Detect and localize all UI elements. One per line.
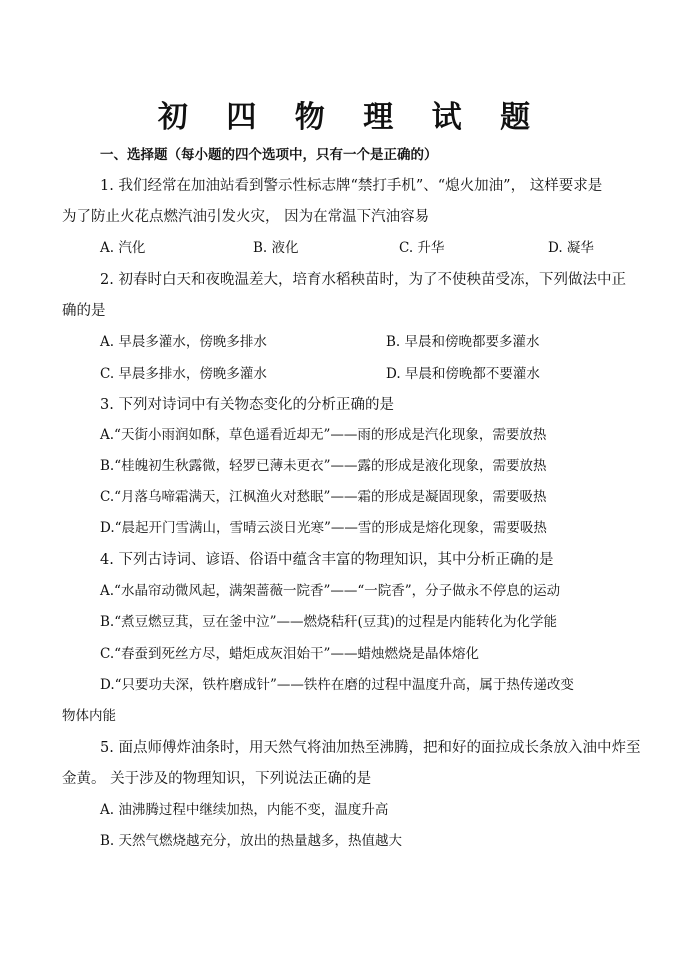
question-4-line-1: 4. 下列古诗词、谚语、俗语中蕴含丰富的物理知识，其中分析正确的是 <box>100 552 554 568</box>
question-5-line-2: 金黄。 关于涉及的物理知识，下列说法正确的是 <box>62 771 372 787</box>
question-3-option-c: C.“月落乌啼霜满天，江枫渔火对愁眠”——霜的形成是凝固现象，需要吸热 <box>100 489 547 505</box>
question-5-line-1: 5. 面点师傅炸油条时，用天然气将油加热至沸腾，把和好的面拉成长条放入油中炸至 <box>100 740 641 756</box>
question-3-option-b: B.“桂魄初生秋露微，轻罗已薄未更衣”——露的形成是液化现象，需要放热 <box>100 458 547 474</box>
question-4-option-b: B.“煮豆燃豆萁，豆在釜中泣”——燃烧秸秆(豆萁)的过程是内能转化为化学能 <box>100 614 558 630</box>
title-char: 试 <box>431 100 462 135</box>
question-5-option-b: B. 天然气燃烧越充分，放出的热量越多，热值越大 <box>100 833 403 849</box>
question-2-option-a: A. 早晨多灌水，傍晚多排水 <box>100 334 267 350</box>
question-4-option-a: A.“水晶帘动微风起，满架蔷薇一院香”——“一院香”，分子做永不停息的运动 <box>100 583 561 599</box>
question-4-option-c: C.“春蚕到死丝方尽，蜡炬成灰泪始干”——蜡烛燃烧是晶体熔化 <box>100 646 479 662</box>
question-1-line-1: 1. 我们经常在加油站看到警示性标志牌“禁打手机”、“熄火加油”， 这样要求是 <box>100 178 603 194</box>
question-1-option-a: A. 汽化 <box>100 240 146 256</box>
question-3-option-a: A.“天街小雨润如酥，草色遥看近却无”——雨的形成是汽化现象，需要放热 <box>100 427 547 443</box>
section-heading: 一、选择题（每小题的四个选项中，只有一个是正确的） <box>100 147 438 163</box>
question-4-option-d: D.“只要功夫深，铁杵磨成针”——铁杵在磨的过程中温度升高，属于热传递改变 <box>100 677 574 693</box>
question-2-option-d: D. 早晨和傍晚都不要灌水 <box>386 366 540 382</box>
title-char: 四 <box>226 100 257 135</box>
question-2-option-b: B. 早晨和傍晚都要多灌水 <box>386 334 540 350</box>
question-3-line-1: 3. 下列对诗词中有关物态变化的分析正确的是 <box>100 397 394 413</box>
question-5-option-a: A. 油沸腾过程中继续加热，内能不变，温度升高 <box>100 802 389 818</box>
title-char: 理 <box>363 100 394 135</box>
question-1-option-d: D. 凝华 <box>548 240 594 256</box>
title-char: 初 <box>157 100 188 135</box>
question-2-option-c: C. 早晨多排水，傍晚多灌水 <box>100 366 267 382</box>
question-2-line-2: 确的是 <box>62 303 106 319</box>
page-title <box>0 96 688 140</box>
question-2-line-1: 2. 初春时白天和夜晚温差大，培育水稻秧苗时，为了不使秧苗受冻，下列做法中正 <box>100 272 626 288</box>
title-char: 物 <box>294 100 325 135</box>
question-1-option-b: B. 液化 <box>253 240 299 256</box>
question-1-option-c: C. 升华 <box>399 240 445 256</box>
title-char: 题 <box>500 100 531 135</box>
question-4-option-d-continued: 物体内能 <box>62 708 116 724</box>
question-1-line-2: 为了防止火花点燃汽油引发火灾， 因为在常温下汽油容易 <box>62 209 430 225</box>
question-3-option-d: D.“晨起开门雪满山，雪晴云淡日光寒”——雪的形成是熔化现象，需要吸热 <box>100 520 547 536</box>
